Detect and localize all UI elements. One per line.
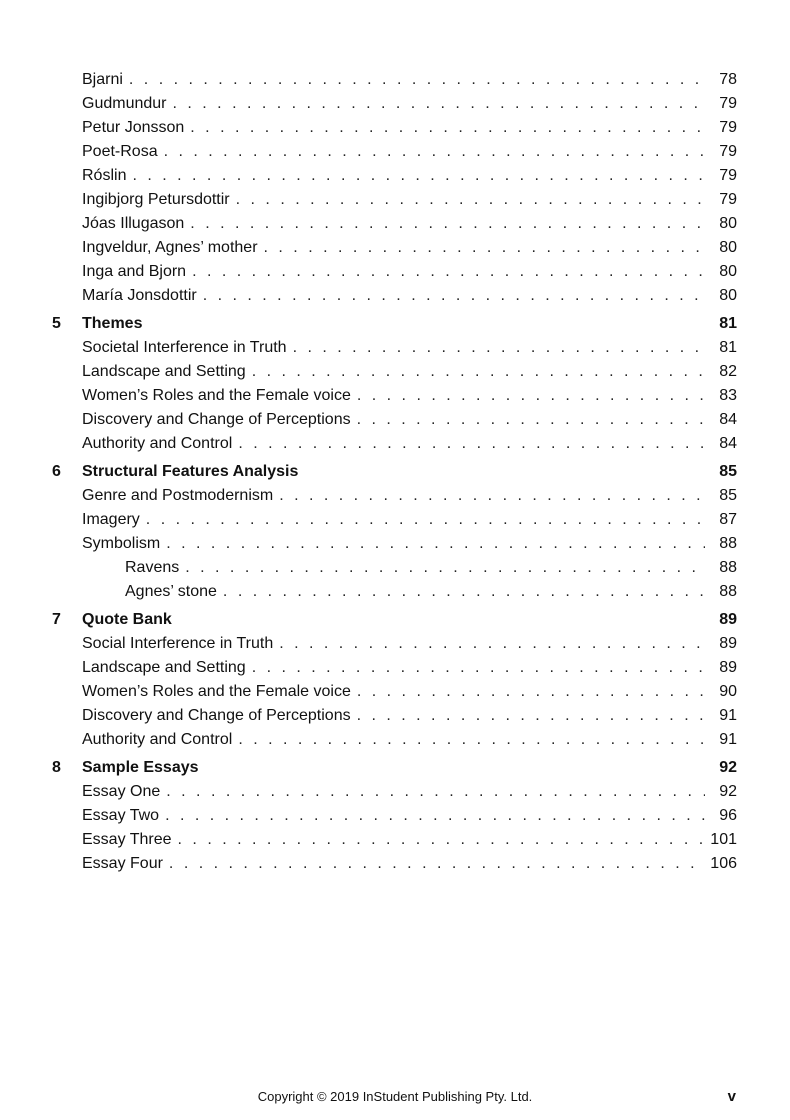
dot-leader — [190, 212, 705, 236]
toc-page-number: 89 — [719, 635, 737, 652]
dot-leader — [357, 704, 705, 728]
dot-leader — [238, 728, 705, 752]
dot-leader — [357, 384, 705, 408]
toc-entry-title: Jóas Illugason — [82, 212, 190, 236]
dot-leader — [192, 260, 705, 284]
page-number: v — [727, 1088, 736, 1105]
toc-entry-title: Poet-Rosa — [82, 140, 164, 164]
toc-entry[interactable] — [52, 212, 737, 236]
toc-entry-title: Discovery and Change of Perceptions — [82, 408, 357, 432]
toc-entry[interactable] — [52, 188, 737, 212]
toc-page-number: 88 — [719, 583, 737, 600]
toc-chapter-heading[interactable] — [52, 756, 737, 780]
toc-page-number: 91 — [719, 707, 737, 724]
toc-entry[interactable] — [52, 408, 737, 432]
dot-leader — [357, 408, 705, 432]
toc-page-number: 81 — [719, 315, 737, 332]
toc-entry-title: Quote Bank — [82, 608, 178, 632]
toc-page-number: 90 — [719, 683, 737, 700]
toc-entry[interactable] — [52, 260, 737, 284]
chapter-number: 8 — [52, 759, 61, 776]
chapter-number: 6 — [52, 463, 61, 480]
dot-leader — [190, 116, 705, 140]
toc-entry[interactable] — [52, 140, 737, 164]
dot-leader — [238, 432, 705, 456]
table-of-contents — [52, 68, 737, 876]
dot-leader — [166, 532, 705, 556]
toc-entry[interactable] — [52, 704, 737, 728]
toc-page-number: 84 — [719, 435, 737, 452]
dot-leader — [252, 360, 705, 384]
dot-leader — [279, 632, 705, 656]
toc-entry-title: Bjarni — [82, 68, 129, 92]
toc-entry[interactable] — [52, 116, 737, 140]
toc-subentry[interactable] — [52, 580, 737, 604]
toc-page-number: 81 — [719, 339, 737, 356]
dot-leader — [164, 140, 705, 164]
toc-entry-title: Symbolism — [82, 532, 166, 556]
toc-entry-title: Róslin — [82, 164, 132, 188]
toc-chapter-heading[interactable] — [52, 608, 737, 632]
toc-entry-title: Inga and Bjorn — [82, 260, 192, 284]
dot-leader — [236, 188, 705, 212]
toc-subentry[interactable] — [52, 556, 737, 580]
toc-entry-title: Landscape and Setting — [82, 360, 252, 384]
toc-page-number: 78 — [719, 71, 737, 88]
toc-page-number: 89 — [719, 611, 737, 628]
toc-entry-title: Sample Essays — [82, 756, 205, 780]
toc-entry-title: Genre and Postmodernism — [82, 484, 279, 508]
dot-leader — [132, 164, 705, 188]
toc-page-number: 88 — [719, 559, 737, 576]
toc-entry[interactable] — [52, 656, 737, 680]
toc-page-number: 83 — [719, 387, 737, 404]
toc-entry[interactable] — [52, 384, 737, 408]
toc-page-number: 88 — [719, 535, 737, 552]
dot-leader — [185, 556, 705, 580]
toc-page-number: 85 — [719, 463, 737, 480]
toc-entry-title: Petur Jonsson — [82, 116, 190, 140]
toc-entry-title: Authority and Control — [82, 728, 238, 752]
toc-page-number: 79 — [719, 95, 737, 112]
copyright-notice: Copyright © 2019 InStudent Publishing Pty. Ltd. — [257, 1089, 533, 1104]
dot-leader — [178, 828, 705, 852]
dot-leader — [293, 336, 705, 360]
toc-entry-title: Essay Three — [82, 828, 178, 852]
dot-leader — [165, 804, 705, 828]
page-footer — [0, 1087, 790, 1107]
dot-leader — [264, 236, 705, 260]
toc-page-number: 82 — [719, 363, 737, 380]
toc-entry[interactable] — [52, 632, 737, 656]
toc-entry-title: Agnes’ stone — [125, 580, 223, 604]
toc-entry-title: Essay One — [82, 780, 166, 804]
toc-page-number: 91 — [719, 731, 737, 748]
dot-leader — [357, 680, 705, 704]
toc-entry-title: Women’s Roles and the Female voice — [82, 384, 357, 408]
toc-entry[interactable] — [52, 852, 737, 876]
toc-entry-title: Ingibjorg Petursdottir — [82, 188, 236, 212]
dot-leader — [129, 68, 705, 92]
toc-page-number: 80 — [719, 239, 737, 256]
dot-leader — [173, 92, 706, 116]
toc-page-number: 89 — [719, 659, 737, 676]
toc-entry[interactable] — [52, 780, 737, 804]
toc-page-number: 79 — [719, 167, 737, 184]
dot-leader — [279, 484, 705, 508]
toc-entry-title: Discovery and Change of Perceptions — [82, 704, 357, 728]
toc-page-number: 84 — [719, 411, 737, 428]
toc-entry[interactable] — [52, 68, 737, 92]
dot-leader — [146, 508, 705, 532]
chapter-number: 5 — [52, 315, 61, 332]
dot-leader — [223, 580, 705, 604]
dot-leader — [166, 780, 705, 804]
toc-entry[interactable] — [52, 508, 737, 532]
toc-entry[interactable] — [52, 728, 737, 752]
toc-entry-title: Women’s Roles and the Female voice — [82, 680, 357, 704]
toc-page-number: 101 — [710, 831, 737, 848]
chapter-number: 7 — [52, 611, 61, 628]
toc-entry-title: Ravens — [125, 556, 185, 580]
toc-page-number: 79 — [719, 119, 737, 136]
toc-page-number: 96 — [719, 807, 737, 824]
toc-entry-title: Themes — [82, 312, 148, 336]
dot-leader — [203, 284, 705, 308]
toc-entry[interactable] — [52, 336, 737, 360]
toc-entry[interactable] — [52, 92, 737, 116]
toc-entry-title: Imagery — [82, 508, 146, 532]
toc-page-number: 92 — [719, 759, 737, 776]
toc-entry[interactable] — [52, 360, 737, 384]
toc-entry-title: Essay Two — [82, 804, 165, 828]
toc-entry[interactable] — [52, 432, 737, 456]
toc-page-number: 106 — [710, 855, 737, 872]
toc-entry[interactable] — [52, 164, 737, 188]
toc-entry-title: Authority and Control — [82, 432, 238, 456]
dot-leader — [252, 656, 705, 680]
toc-entry-title: Essay Four — [82, 852, 169, 876]
toc-page-number: 79 — [719, 191, 737, 208]
toc-entry[interactable] — [52, 284, 737, 308]
toc-entry-title: Landscape and Setting — [82, 656, 252, 680]
toc-entry-title: María Jonsdottir — [82, 284, 203, 308]
toc-entry-title: Societal Interference in Truth — [82, 336, 293, 360]
toc-entry-title: Structural Features Analysis — [82, 460, 304, 484]
toc-entry[interactable] — [52, 680, 737, 704]
toc-chapter-heading[interactable] — [52, 312, 737, 336]
toc-entry-title: Ingveldur, Agnes’ mother — [82, 236, 264, 260]
toc-entry[interactable] — [52, 484, 737, 508]
toc-entry[interactable] — [52, 828, 737, 852]
toc-entry[interactable] — [52, 532, 737, 556]
toc-entry[interactable] — [52, 804, 737, 828]
toc-page-number: 87 — [719, 511, 737, 528]
toc-page-number: 92 — [719, 783, 737, 800]
toc-chapter-heading[interactable] — [52, 460, 737, 484]
toc-entry-title: Gudmundur — [82, 92, 173, 116]
toc-entry-title: Social Interference in Truth — [82, 632, 279, 656]
toc-page-number: 80 — [719, 215, 737, 232]
toc-page-number: 85 — [719, 487, 737, 504]
toc-page-number: 80 — [719, 287, 737, 304]
toc-page-number: 79 — [719, 143, 737, 160]
dot-leader — [169, 852, 704, 876]
toc-page-number: 80 — [719, 263, 737, 280]
toc-entry[interactable] — [52, 236, 737, 260]
